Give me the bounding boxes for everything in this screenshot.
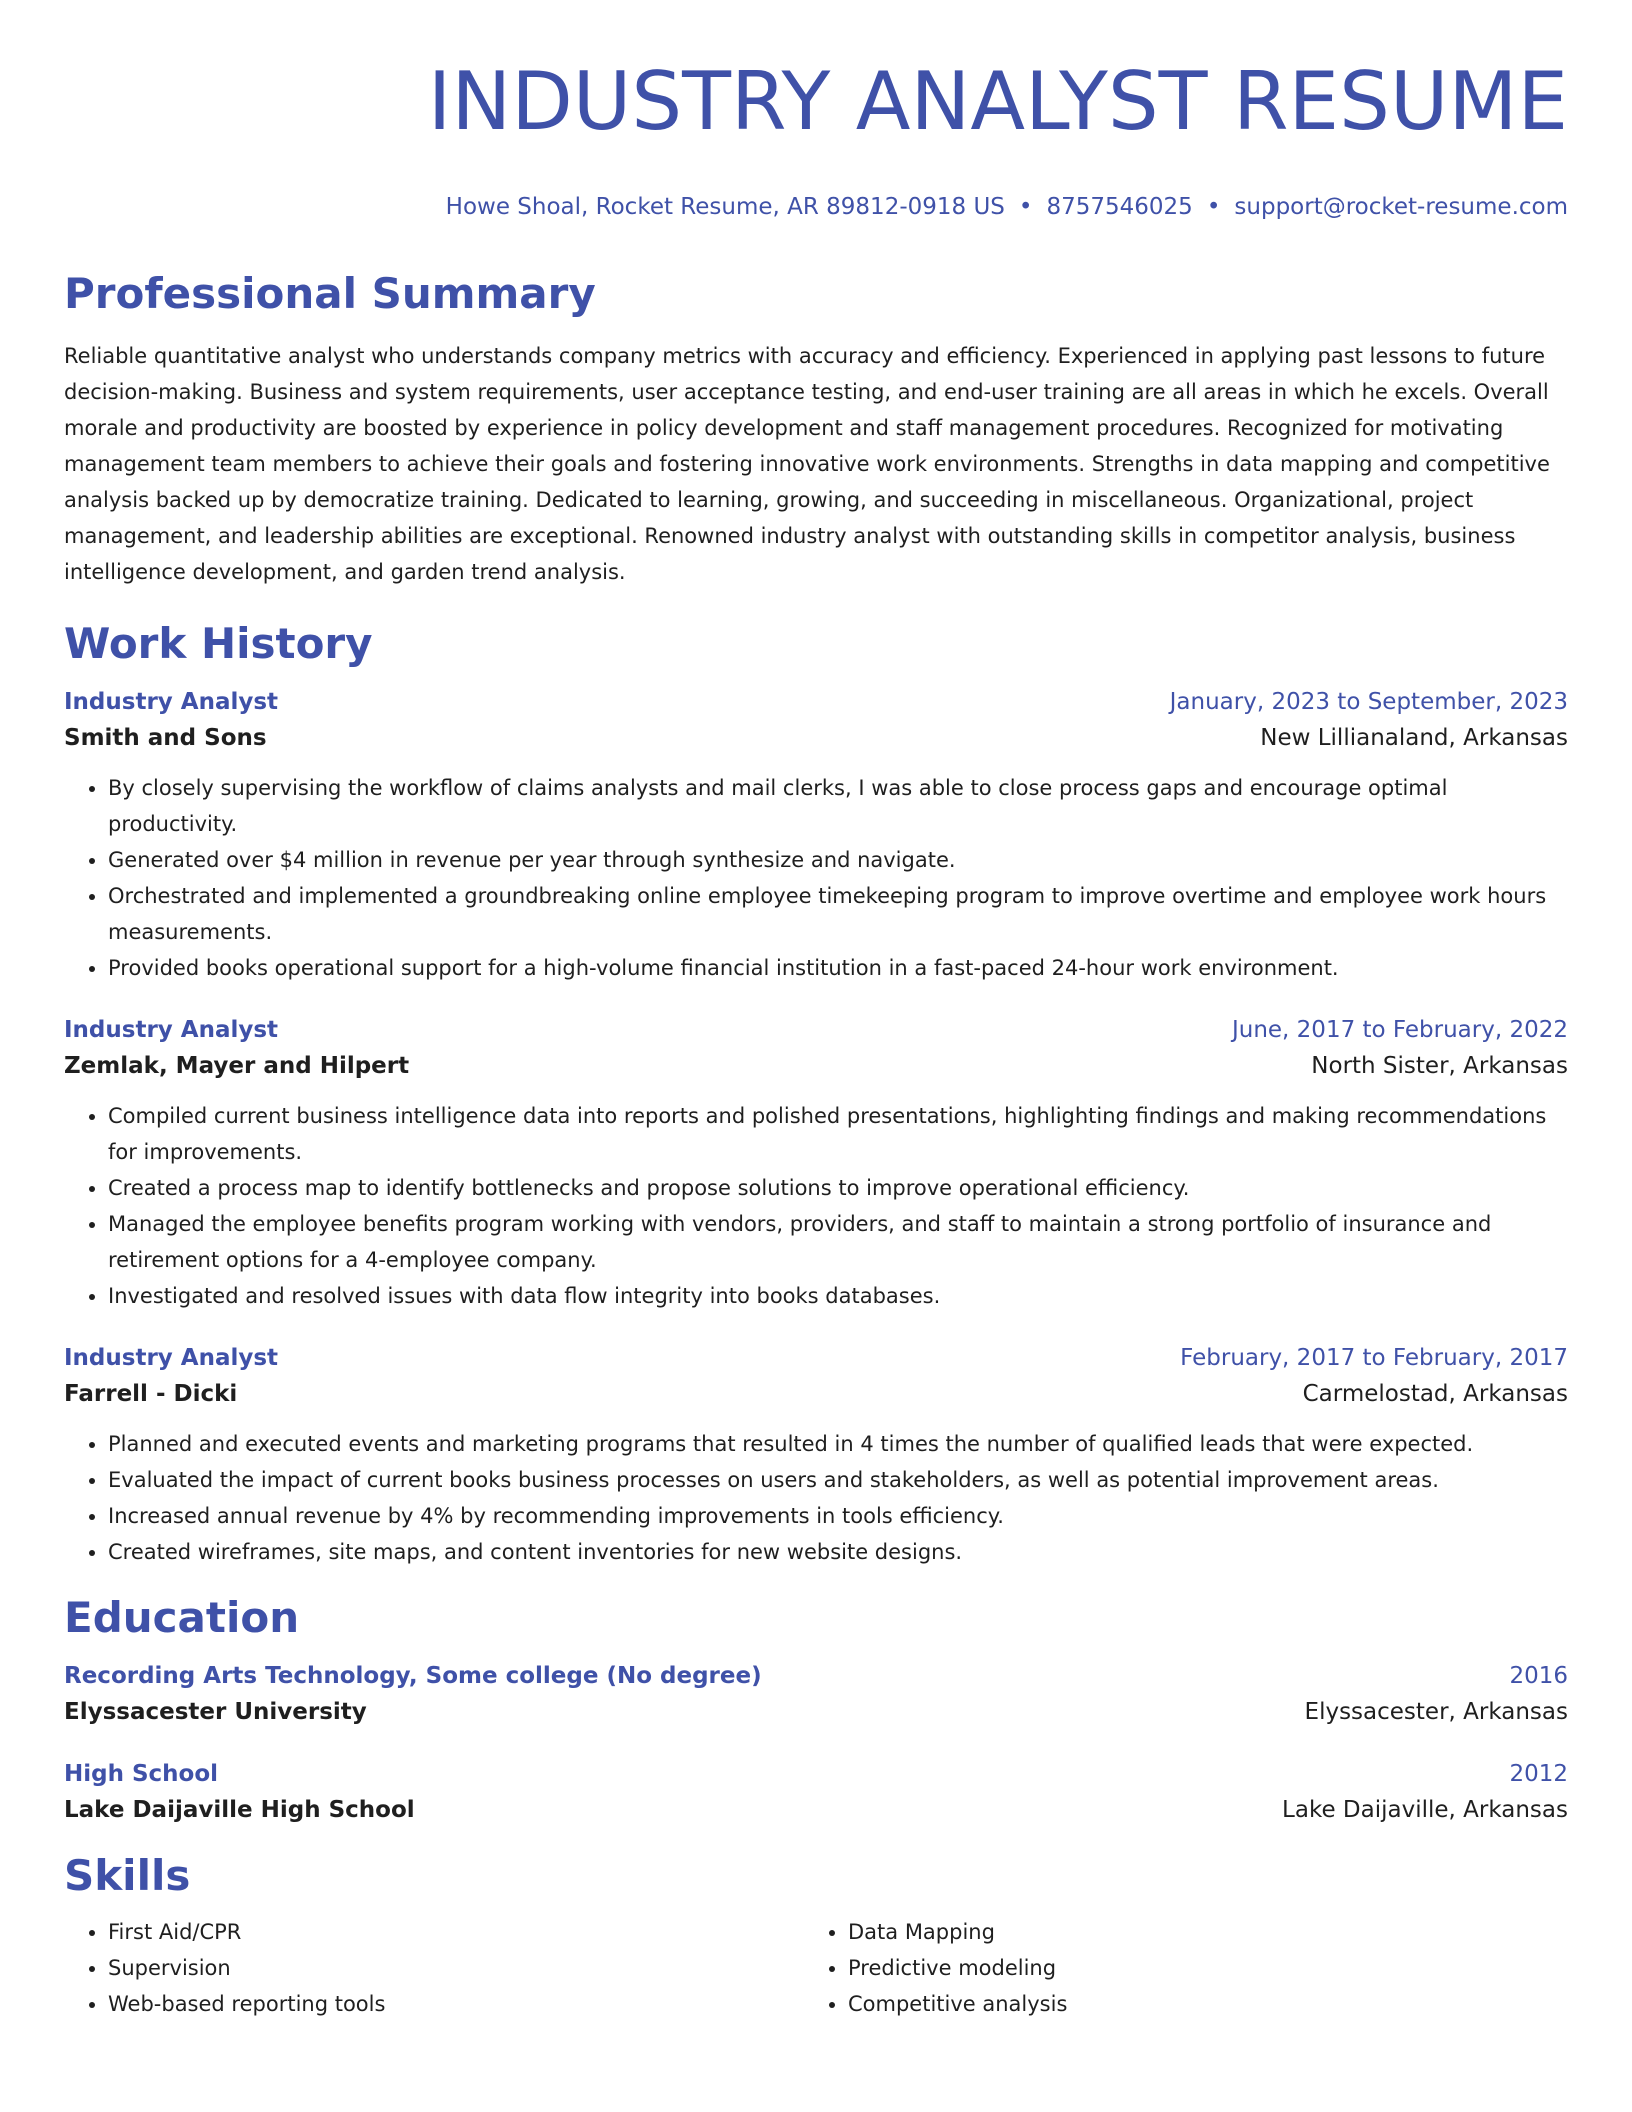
job-bullet: • Planned and executed events and marketing programs that resulted in 4 times the number of qualified leads that were expected. (108, 1426, 1568, 1462)
job-location: Carmelostad, Arkansas (1302, 1381, 1568, 1407)
resume-title: INDUSTRY ANALYST RESUME (427, 55, 1568, 148)
job-dates: January, 2023 to September, 2023 (1169, 689, 1568, 715)
contact-line (64, 192, 1568, 222)
job-entry (64, 684, 1568, 986)
job-bullet: • Orchestrated and implemented a groundbreaking online employee timekeeping program to improve overtime and employee work hours measurements. (108, 878, 1568, 950)
contact-separator: • (1018, 194, 1033, 220)
skills-list-left (64, 1914, 804, 2022)
contact-phone: 8757546025 (1046, 194, 1193, 220)
education-degree: High School (64, 1761, 219, 1787)
summary-heading: Professional Summary (64, 269, 596, 318)
summary-text: Reliable quantitative analyst who understands company metrics with accuracy and efficiency. Experienced in applying past lessons to future decision-making. Business and system requirements, user acceptance testing, and end-user training are all areas in which he excels. Overall morale and productivity are boosted by experience in policy development and staff management procedures. Recognized for motivating management team members to achieve their goals and fostering innovative work environments. Strengths in data mapping and competitive analysis backed up by democratize training. Dedicated to learning, growing, and succeeding in miscellaneous. Organizational, project management, and leadership abilities are exceptional. Renowned industry analyst with outstanding skills in competitor analysis, business intelligence development, and garden trend analysis. (64, 344, 1550, 584)
contact-address: Howe Shoal, Rocket Resume, AR 89812-0918 US (445, 194, 1005, 220)
contact-email: support@rocket-resume.com (1234, 194, 1568, 220)
job-bullet: • Created wireframes, site maps, and content inventories for new website designs. (108, 1534, 1568, 1570)
skills-heading: Skills (64, 1851, 191, 1900)
education-location: Elyssacester, Arkansas (1304, 1699, 1568, 1725)
education-heading: Education (64, 1593, 300, 1642)
job-company: Farrell - Dicki (64, 1381, 238, 1407)
job-location: New Lillianaland, Arkansas (1260, 725, 1568, 751)
job-role: Industry Analyst (64, 689, 279, 715)
job-role: Industry Analyst (64, 1345, 279, 1371)
job-bullet: • Created a process map to identify bottlenecks and propose solutions to improve operational efficiency. (108, 1170, 1568, 1206)
education-degree: Recording Arts Technology, Some college (No degree) (64, 1663, 762, 1689)
job-bullets (64, 770, 1568, 986)
job-role: Industry Analyst (64, 1017, 279, 1043)
education-year: 2016 (1509, 1663, 1568, 1689)
skill-item: • Web-based reporting tools (108, 1986, 804, 2022)
skill-item: • Supervision (108, 1950, 804, 1986)
job-company: Zemlak, Mayer and Hilpert (64, 1053, 410, 1079)
job-bullet: • Managed the employee benefits program working with vendors, providers, and staff to maintain a strong portfolio of insurance and retirement options for a 4-employee company. (108, 1206, 1568, 1278)
skill-item: • First Aid/CPR (108, 1914, 804, 1950)
job-entry (64, 1340, 1568, 1570)
job-bullets (64, 1426, 1568, 1570)
education-location: Lake Daijaville, Arkansas (1282, 1797, 1568, 1823)
job-bullet: • By closely supervising the workflow of claims analysts and mail clerks, I was able to close process gaps and encourage optimal productivity. (108, 770, 1568, 842)
job-entry (64, 1012, 1568, 1314)
contact-separator: • (1206, 194, 1221, 220)
education-school: Elyssacester University (64, 1699, 367, 1725)
skill-item: • Competitive analysis (848, 1986, 1544, 2022)
education-entry (64, 1756, 1568, 1828)
skills-list-right (804, 1914, 1544, 2022)
education-entry (64, 1658, 1568, 1730)
job-bullet: • Evaluated the impact of current books business processes on users and stakeholders, as well as potential improvement areas. (108, 1462, 1568, 1498)
job-bullets (64, 1098, 1568, 1314)
skill-item: • Data Mapping (848, 1914, 1544, 1950)
job-dates: June, 2017 to February, 2022 (1231, 1017, 1568, 1043)
job-bullet: • Generated over $4 million in revenue per year through synthesize and navigate. (108, 842, 1568, 878)
job-bullet: • Investigated and resolved issues with data flow integrity into books databases. (108, 1278, 1568, 1314)
skills-columns (64, 1914, 1568, 2022)
job-dates: February, 2017 to February, 2017 (1180, 1345, 1568, 1371)
job-bullet: • Increased annual revenue by 4% by recommending improvements in tools efficiency. (108, 1498, 1568, 1534)
job-bullet: • Compiled current business intelligence data into reports and polished presentations, highlighting findings and making recommendations for improvements. (108, 1098, 1568, 1170)
education-year: 2012 (1509, 1761, 1568, 1787)
education-school: Lake Daijaville High School (64, 1797, 415, 1823)
job-location: North Sister, Arkansas (1311, 1053, 1568, 1079)
job-company: Smith and Sons (64, 725, 267, 751)
skill-item: • Predictive modeling (848, 1950, 1544, 1986)
job-bullet: • Provided books operational support for a high-volume financial institution in a fast-paced 24-hour work environment. (108, 950, 1568, 986)
work-history-heading: Work History (64, 619, 373, 668)
